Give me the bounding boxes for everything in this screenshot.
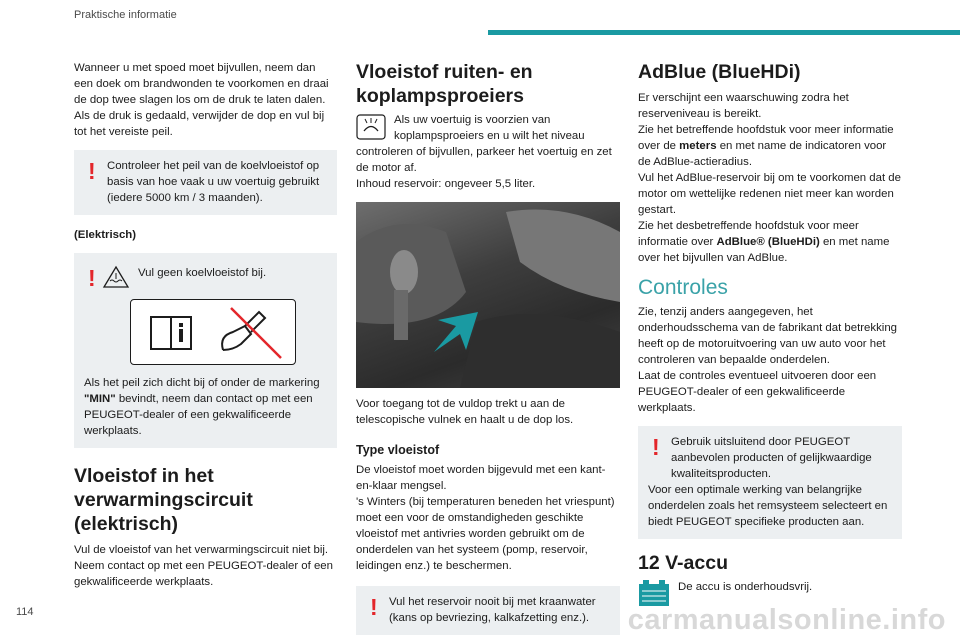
paragraph: Zie het betreffende hoofdstuk voor meer informatie over de meters en met name de indicatoren voor de AdBlue-actieradius. bbox=[638, 124, 894, 168]
paragraph: Er verschijnt een waarschuwing zodra het reserveniveau is bereikt. bbox=[638, 92, 849, 120]
page-number: 114 bbox=[16, 606, 34, 618]
section-heading: Vloeistof in het verwarmingscircuit (elektrisch) bbox=[74, 465, 253, 535]
warning-box bbox=[74, 253, 337, 448]
column-middle bbox=[356, 60, 620, 635]
sub-heading: Type vloeistof bbox=[356, 443, 440, 457]
column-left bbox=[74, 60, 337, 590]
paragraph: Vul het AdBlue-reservoir bij om te voorkomen dat de motor om wettelijke redenen niet meer kan worden gestart. bbox=[638, 172, 901, 216]
warning-text: Vul geen koelvloeistof bij. bbox=[138, 267, 267, 279]
section-heading: AdBlue (BlueHDi) bbox=[638, 61, 801, 83]
paragraph: De vloeistof moet worden bijgevuld met een kant-en-klaar mengsel. bbox=[356, 464, 606, 492]
warning-box bbox=[356, 586, 620, 635]
warning-box bbox=[638, 426, 902, 539]
warning-text: Controleer het peil van de koelvloeistof op basis van hoe vaak u uw voertuig gebruikt (iedere 5000 km / 3 maanden). bbox=[107, 160, 320, 204]
warning-text: Vul het reservoir nooit bij met kraanwater (kans op bevriezing, kalkafzetting enz.). bbox=[389, 596, 596, 624]
running-header: Praktische informatie bbox=[74, 9, 177, 21]
min-marker: "MIN" bbox=[84, 393, 116, 405]
paragraph: 's Winters (bij temperaturen beneden het vriespunt) moet een voor de omstandigheden geschikte vloeistof met antivries worden gebruikt om de onderdelen van het systeem (pomp, reservoir, leidingen enz.) te beschermen. bbox=[356, 496, 615, 572]
accu-row bbox=[638, 579, 902, 607]
paragraph: Zie, tenzij anders aangegeven, het onderhoudsschema van de fabrikant dat betrekking heeft op de motoruitvoering van uw auto voor het controleren van bepaalde onderdelen. bbox=[638, 306, 897, 366]
photo-caption: Voor toegang tot de vuldop trekt u aan de telescopische vulnek en haalt u de dop los. bbox=[356, 398, 574, 426]
paragraph: Zie het desbetreffende hoofdstuk voor meer informatie over AdBlue® (BlueHDi) en met name over het bijvullen van AdBlue. bbox=[638, 220, 890, 264]
intro-block bbox=[356, 112, 620, 192]
section-heading: Controles bbox=[638, 276, 728, 299]
pictogram-panel bbox=[130, 299, 296, 365]
paragraph: Als de druk is gedaald, verwijder de dop en vul bij tot het vereiste peil. bbox=[74, 110, 325, 138]
coolant-warning-icon bbox=[102, 265, 130, 289]
paragraph: Inhoud reservoir: ongeveer 5,5 liter. bbox=[356, 178, 536, 190]
column-right bbox=[638, 60, 902, 607]
engine-bay-illustration bbox=[356, 202, 620, 388]
warning-box bbox=[74, 150, 337, 215]
warning-text: Als het peil zich dicht bij of onder de markering "MIN" bevindt, neem dan contact op met een PEUGEOT-dealer of een gekwalificeerde werkplaats. bbox=[84, 377, 320, 437]
no-refill-icon bbox=[222, 308, 281, 358]
paragraph: Laat de controles eventueel uitvoeren door een PEUGEOT-dealer of een gekwalificeerde werkplaats. bbox=[638, 370, 877, 414]
warning-icon: ! bbox=[88, 265, 96, 291]
warning-icon: ! bbox=[652, 434, 660, 460]
paragraph: Wanneer u met spoed moet bijvullen, neem dan een doek om brandwonden te voorkomen en draai de dop twee slagen los om de druk te laten dalen. bbox=[74, 62, 329, 106]
section-label: (Elektrisch) bbox=[74, 229, 137, 241]
filler-photo bbox=[356, 202, 620, 388]
watermark: carmanualsonline.info bbox=[627, 604, 946, 636]
paragraph: De accu is onderhoudsvrij. bbox=[678, 581, 813, 593]
warning-icon: ! bbox=[88, 158, 96, 184]
manual-no-refill-pictograms bbox=[131, 300, 297, 366]
washer-fluid-icon bbox=[356, 114, 386, 140]
section-heading: Vloeistof ruiten- en koplampsproeiers bbox=[356, 61, 533, 107]
warning-text: Gebruik uitsluitend door PEUGEOT aanbevolen producten of gelijkwaardige kwaliteitsproducten. bbox=[671, 436, 872, 480]
manual-icon bbox=[151, 317, 191, 349]
warning-text: Voor een optimale werking van belangrijke onderdelen zoals het remsysteem selecteert en biedt PEUGEOT specifieke producten aan. bbox=[648, 484, 888, 528]
paragraph: Vul de vloeistof van het verwarmingscircuit niet bij. Neem contact op met een PEUGEOT-dealer of een gekwalificeerde werkplaats. bbox=[74, 544, 333, 588]
header-accent-bar bbox=[488, 30, 960, 35]
section-heading: 12 V-accu bbox=[638, 552, 728, 574]
paragraph: Als uw voertuig is voorzien van koplampsproeiers en u wilt het niveau controleren of bijvullen, parkeer het voertuig en zet de motor af. bbox=[356, 114, 612, 174]
warning-icon: ! bbox=[370, 594, 378, 620]
battery-icon bbox=[638, 579, 670, 607]
